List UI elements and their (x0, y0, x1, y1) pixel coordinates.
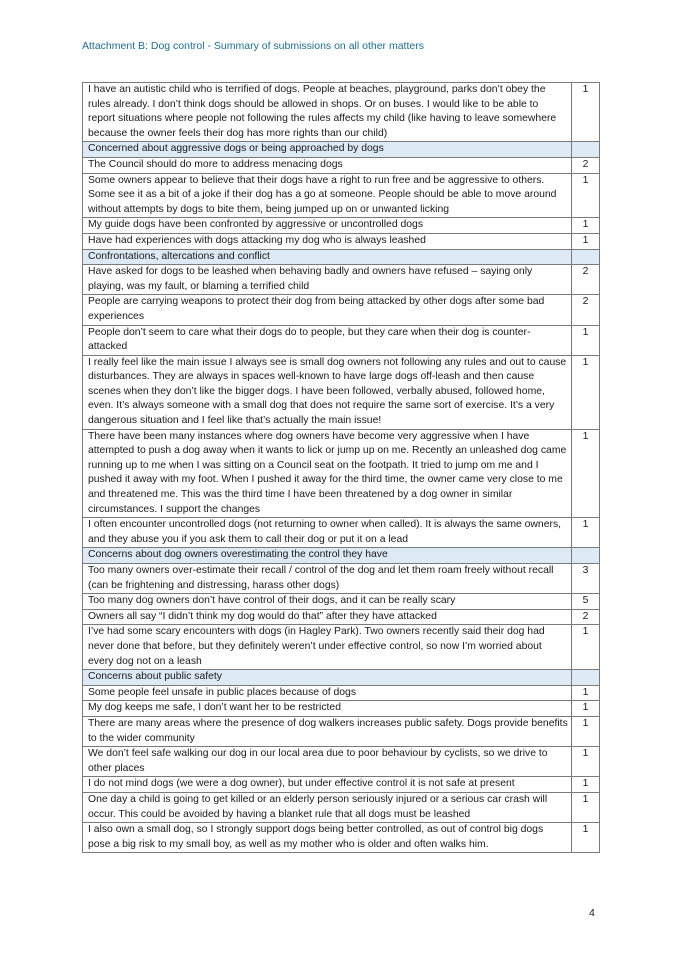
table-row (83, 83, 600, 142)
section-heading: Concerns about dog owners overestimating the control they have (83, 548, 572, 564)
page-header: Attachment B: Dog control - Summary of submissions on all other matters (82, 40, 424, 52)
table-row (83, 716, 600, 746)
submission-text: We don’t feel safe walking our dog in our local area due to poor behaviour by cyclists, so we drive to other places (83, 747, 572, 777)
submission-text: I do not mind dogs (we were a dog owner), but under effective control it is not safe at present (83, 777, 572, 793)
submission-text: Have asked for dogs to be leashed when behaving badly and owners have refused – saying only playing, was my fault, or blaming a terrified child (83, 265, 572, 295)
submission-count: 2 (572, 295, 600, 325)
submission-count: 1 (572, 792, 600, 822)
table-row (83, 792, 600, 822)
section-heading: Confrontations, altercations and conflict (83, 249, 572, 265)
submission-text: Have had experiences with dogs attacking my dog who is always leashed (83, 233, 572, 249)
table-row (83, 594, 600, 610)
submission-text: Owners all say “I didn’t think my dog would do that” after they have attacked (83, 609, 572, 625)
submission-text: I have an autistic child who is terrified of dogs. People at beaches, playground, parks don’t obey the rules already. I don’t think dogs should be allowed in shops. Or on buses. I would like to be able to report situations where people not following the rules affects my child (like having to leave somewhere because the owner feels their dog has more rights than our child) (83, 83, 572, 142)
table-row (83, 625, 600, 670)
submission-text: One day a child is going to get killed or an elderly person seriously injured or a serious car crash will occur. This could be avoided by having a blanket rule that all dogs must be leashed (83, 792, 572, 822)
submission-count: 1 (572, 777, 600, 793)
submission-count: 2 (572, 265, 600, 295)
table-row (83, 518, 600, 548)
submission-count: 1 (572, 518, 600, 548)
table-row (83, 823, 600, 853)
submission-count (572, 142, 600, 158)
submission-text: People don’t seem to care what their dogs do to people, but they care when their dog is counter-attacked (83, 325, 572, 355)
table-row (83, 685, 600, 701)
submission-text: I also own a small dog, so I strongly support dogs being better controlled, as out of control big dogs pose a big risk to my small boy, as well as my mother who is older and often walks him. (83, 823, 572, 853)
submission-count: 1 (572, 218, 600, 234)
submission-text: My guide dogs have been confronted by aggressive or uncontrolled dogs (83, 218, 572, 234)
table-row (83, 564, 600, 594)
section-heading: Concerns about public safety (83, 670, 572, 686)
submission-text: Some owners appear to believe that their dogs have a right to run free and be aggressive to others. Some see it as a bit of a joke if their dog has a go at someone. People should be able to move around without attempts by dogs to bite them, being jumped up on or unwanted licking (83, 173, 572, 218)
submission-count (572, 249, 600, 265)
submission-count: 5 (572, 594, 600, 610)
submission-text: I often encounter uncontrolled dogs (not returning to owner when called). It is always the same owners, and they abuse you if you ask them to call their dog or put it on a lead (83, 518, 572, 548)
table-row (83, 701, 600, 717)
section-row (83, 249, 600, 265)
table-row (83, 265, 600, 295)
submission-count: 1 (572, 325, 600, 355)
table-row (83, 325, 600, 355)
table-row (83, 173, 600, 218)
submission-count: 1 (572, 233, 600, 249)
section-row (83, 670, 600, 686)
submission-text: I really feel like the main issue I always see is small dog owners not following any rules and out to cause disturbances. They are always in spaces well-known to have large dogs off-leash and then cause scenes when they don’t like the bigger dogs. I have been followed, verbally abused, followed home, even. It’s always someone with a small dog that does not require the same sort of exercise. It’s a very dangerous situation and I feel like that’s actually the main issue! (83, 355, 572, 429)
submissions-table (82, 82, 600, 853)
table-row (83, 355, 600, 429)
table-row (83, 777, 600, 793)
section-row (83, 142, 600, 158)
submission-text: People are carrying weapons to protect their dog from being attacked by other dogs after some bad experiences (83, 295, 572, 325)
submission-count: 1 (572, 716, 600, 746)
submission-count: 1 (572, 747, 600, 777)
table-row (83, 157, 600, 173)
section-row (83, 548, 600, 564)
submission-count (572, 548, 600, 564)
submission-text: Some people feel unsafe in public places because of dogs (83, 685, 572, 701)
submission-text: There have been many instances where dog owners have become very aggressive when I have attempted to push a dog away when it wants to lick or jump up on me. Recently an unleashed dog came running up to me when I was sitting on a Council seat on the footpath. It tried to jump om me and I pushed it away with my foot. When I pushed it away for the third time, the owner came very close to me and threatened me. This was the third time I have been threatened by a dog owner in similar circumstances. I support the changes (83, 429, 572, 518)
table-row (83, 218, 600, 234)
submission-count: 1 (572, 701, 600, 717)
submission-count: 1 (572, 823, 600, 853)
submission-count: 3 (572, 564, 600, 594)
table-row (83, 609, 600, 625)
submission-text: Too many dog owners don’t have control of their dogs, and it can be really scary (83, 594, 572, 610)
submission-text: Too many owners over-estimate their recall / control of the dog and let them roam freely without recall (can be frightening and distressing, harass other dogs) (83, 564, 572, 594)
submission-text: There are many areas where the presence of dog walkers increases public safety. Dogs provide benefits to the wider community (83, 716, 572, 746)
submission-count: 1 (572, 173, 600, 218)
table-row (83, 295, 600, 325)
submission-text: I’ve had some scary encounters with dogs (in Hagley Park). Two owners recently said their dog had never done that before, but they definitely weren’t under effective control, so now I’m worried about every dog not on a leash (83, 625, 572, 670)
section-heading: Concerned about aggressive dogs or being approached by dogs (83, 142, 572, 158)
submission-count (572, 670, 600, 686)
page-number: 4 (589, 907, 595, 919)
submission-count: 1 (572, 83, 600, 142)
submission-count: 1 (572, 685, 600, 701)
submission-count: 1 (572, 429, 600, 518)
submission-text: My dog keeps me safe, I don’t want her to be restricted (83, 701, 572, 717)
submission-count: 1 (572, 355, 600, 429)
submission-count: 2 (572, 609, 600, 625)
table-row (83, 747, 600, 777)
table-row (83, 233, 600, 249)
submission-count: 2 (572, 157, 600, 173)
table-body (83, 83, 600, 853)
submission-text: The Council should do more to address menacing dogs (83, 157, 572, 173)
submission-count: 1 (572, 625, 600, 670)
table-row (83, 429, 600, 518)
